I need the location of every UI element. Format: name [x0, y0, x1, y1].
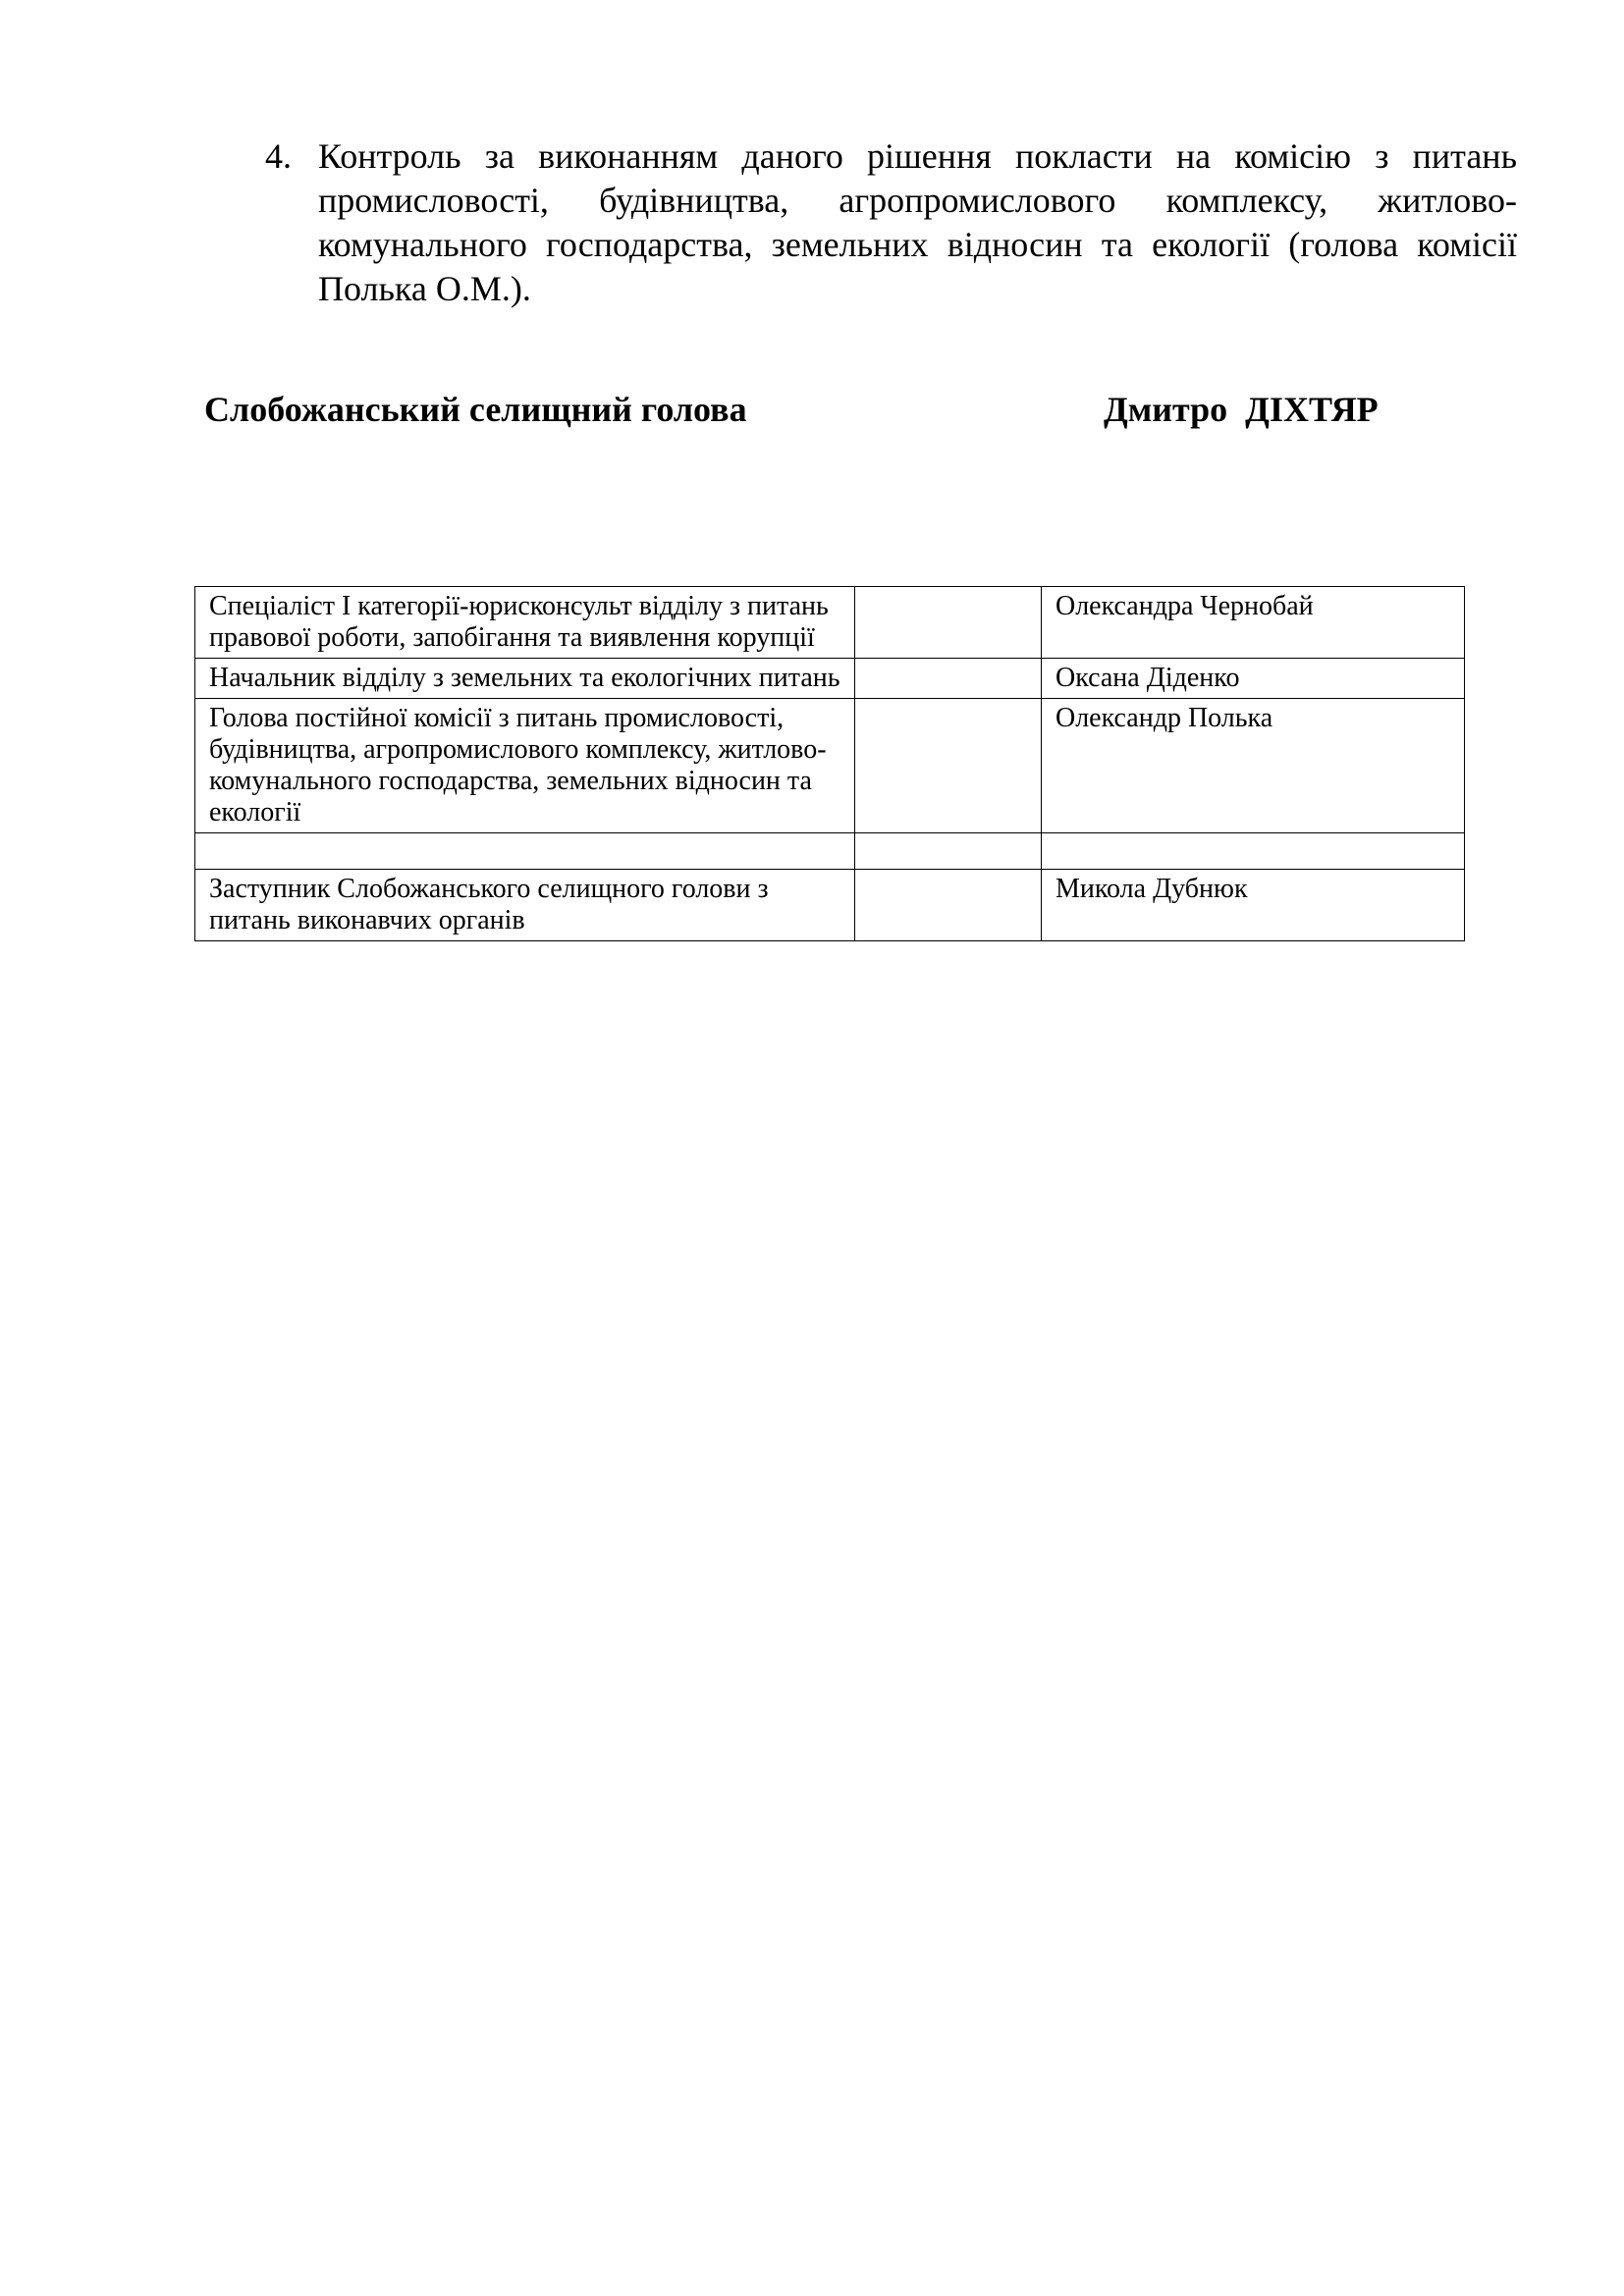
table-row-empty — [195, 833, 1465, 870]
table-row — [195, 587, 1465, 659]
approval-name — [1041, 833, 1464, 870]
approval-signature-cell — [855, 699, 1042, 833]
approval-name: Олександра Чернобай — [1041, 587, 1464, 659]
paragraph-number: 4. — [265, 136, 292, 176]
approval-position: Спеціаліст І категорії-юрисконсульт відділу з питань правової роботи, запобігання та виявлення корупції — [195, 587, 855, 659]
signature-name: Дмитро ДІХТЯР — [1104, 390, 1379, 429]
approvals-table — [194, 586, 1465, 941]
approval-signature-cell — [855, 833, 1042, 870]
approval-name: Олександр Полька — [1041, 699, 1464, 833]
approval-position: Начальник відділу з земельних та екологічних питань — [195, 659, 855, 699]
approval-signature-cell — [855, 587, 1042, 659]
approval-position: Голова постійної комісії з питань промисловості, будівництва, агропромислового комплексу, житлово-комунального господарства, земельних відносин та екології — [195, 699, 855, 833]
approval-signature-cell — [855, 870, 1042, 941]
paragraph-text: Контроль за виконанням даного рішення покласти на комісію з питань промисловості, будівництва, агропромислового комплексу, житлово-комунального господарства, земельних відносин та екології (голова комісії Полька О.М.). — [318, 136, 1517, 308]
approval-position — [195, 833, 855, 870]
table-row — [195, 659, 1465, 699]
signature-title: Слобожанський селищний голова — [204, 390, 747, 429]
approval-name: Микола Дубнюк — [1041, 870, 1464, 941]
table-row — [195, 870, 1465, 941]
approval-position: Заступник Слобожанського селищного голови з питань виконавчих органів — [195, 870, 855, 941]
table-row — [195, 699, 1465, 833]
approval-name: Оксана Діденко — [1041, 659, 1464, 699]
paragraph-item-4 — [265, 134, 1517, 311]
approval-signature-cell — [855, 659, 1042, 699]
